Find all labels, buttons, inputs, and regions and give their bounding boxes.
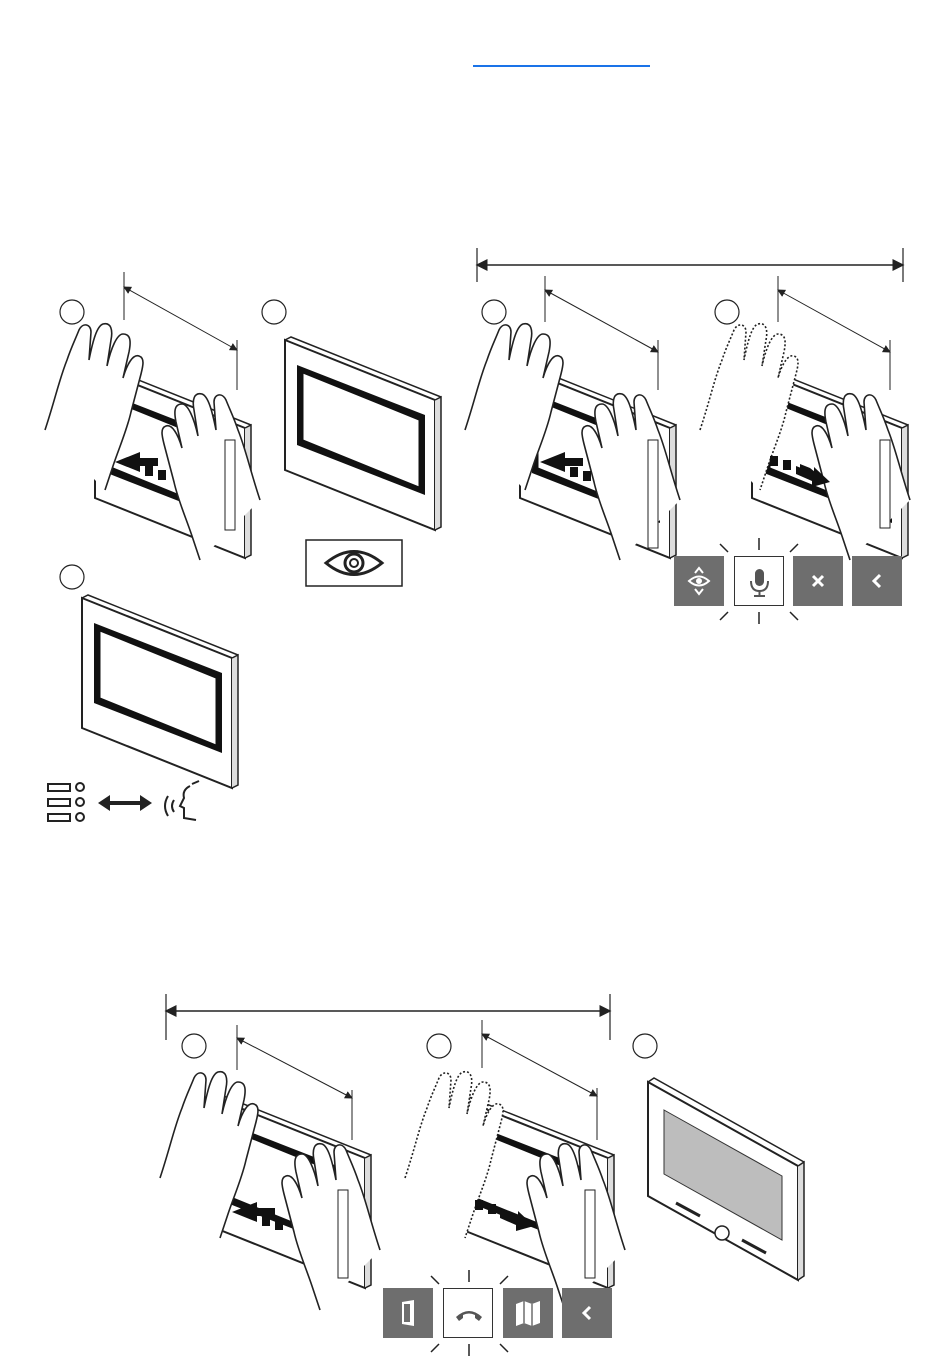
back-chevron-icon: [852, 556, 902, 606]
double-arrow-icon: [98, 795, 152, 811]
map-button[interactable]: [503, 1288, 553, 1338]
step-8-monitor-off: [633, 1034, 804, 1280]
eye-updown-button[interactable]: [674, 556, 724, 606]
microphone-icon: [735, 557, 785, 607]
close-button[interactable]: [793, 556, 843, 606]
map-icon: [503, 1288, 553, 1338]
close-icon: [793, 556, 843, 606]
back-button-bottom[interactable]: [562, 1288, 612, 1338]
back-button[interactable]: [852, 556, 902, 606]
step-6-swipe-left: [160, 1025, 380, 1310]
hangup-icon: [444, 1289, 494, 1339]
step-5-monitor-list: [48, 565, 238, 821]
voice-icon: [165, 781, 199, 820]
step-4-swipe-right: [700, 276, 910, 560]
list-icon: [48, 783, 84, 821]
door-button[interactable]: [383, 1288, 433, 1338]
step-1-swipe-left: [45, 272, 260, 560]
microphone-button[interactable]: [734, 556, 784, 606]
step-7-swipe-right: [405, 1020, 625, 1310]
back-chevron-icon: [562, 1288, 612, 1338]
step-3-swipe-left: [465, 276, 680, 560]
hangup-button[interactable]: [443, 1288, 493, 1338]
step-2-monitor: [262, 300, 441, 586]
eye-updown-icon: [674, 556, 724, 606]
door-icon: [383, 1288, 433, 1338]
